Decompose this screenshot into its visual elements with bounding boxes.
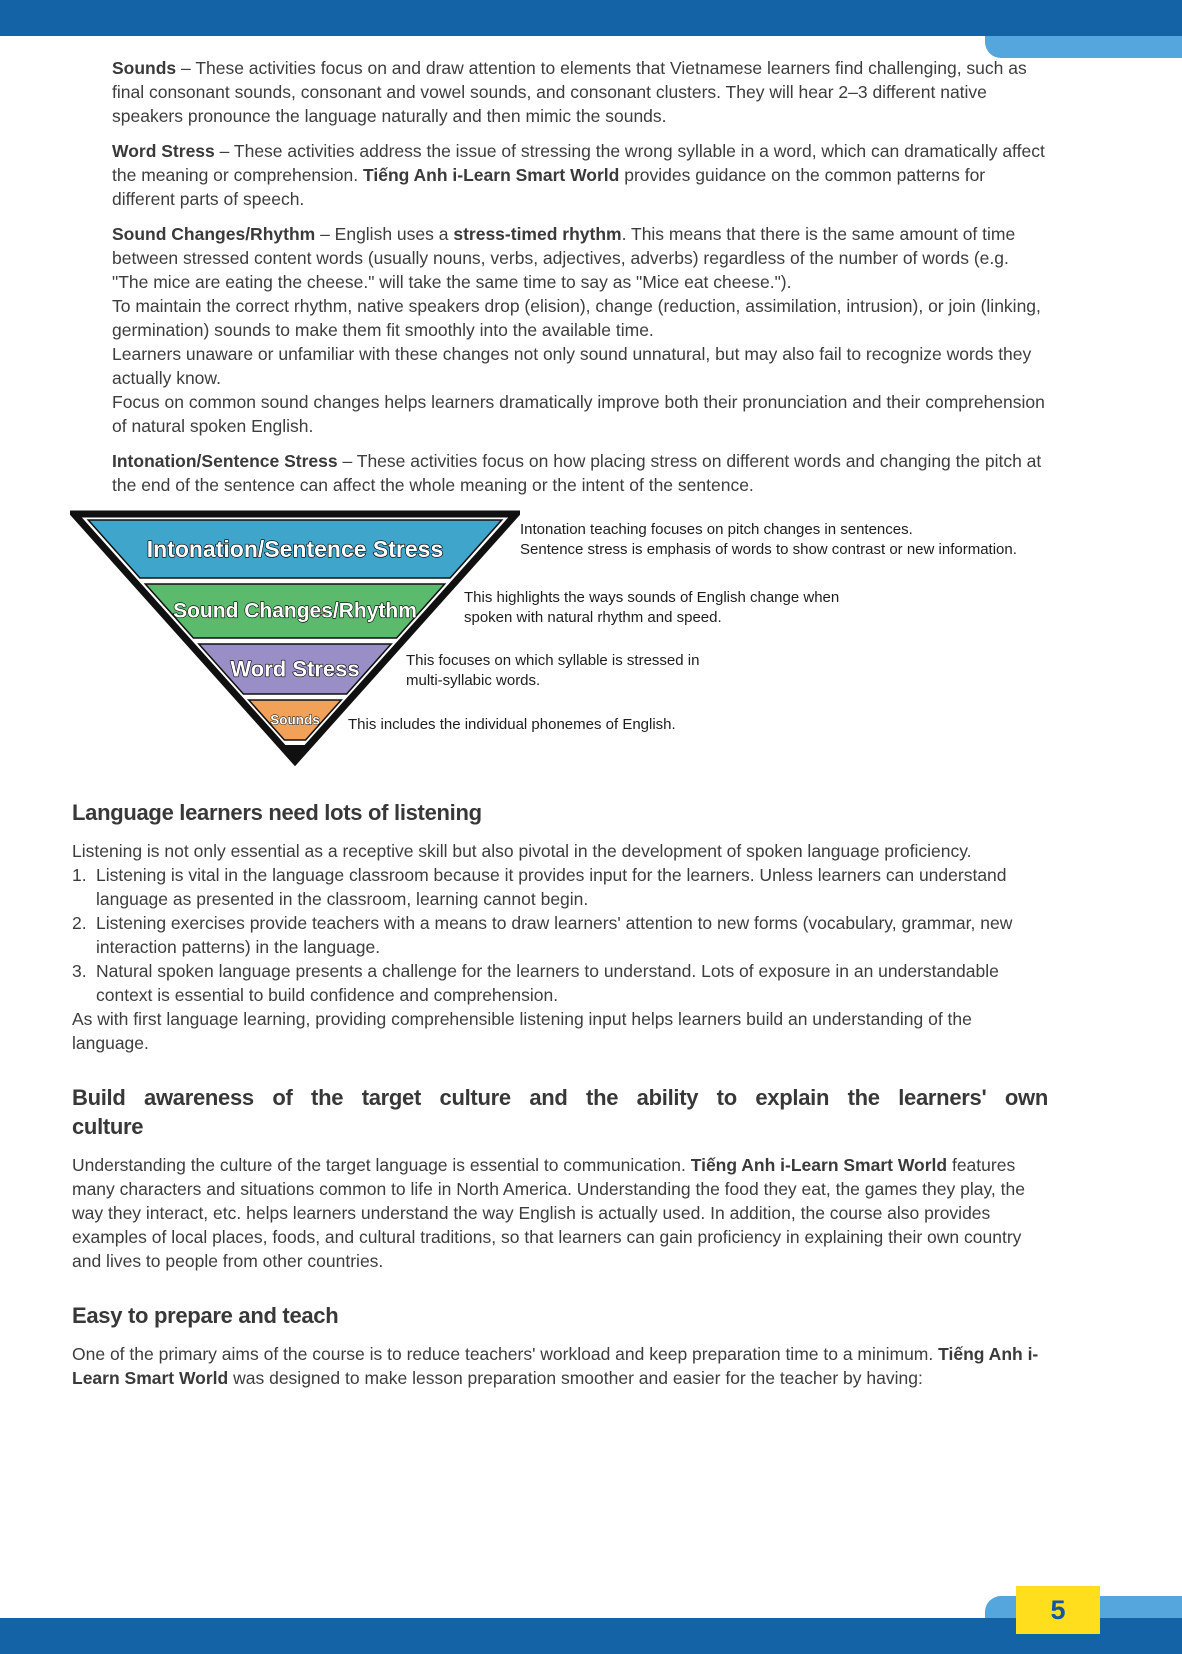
listening-outro: As with first language learning, providing comprehensible listening input helps learners build an understanding of the language. (72, 1009, 972, 1054)
heading-culture (72, 1083, 1048, 1141)
intonation-lead: Intonation/Sentence Stress (112, 451, 338, 471)
note-line: multi-syllabic words. (406, 672, 541, 689)
brand-name: Tiếng Anh i-Learn Smart World (362, 165, 620, 185)
note-line: Intonation teaching focuses on pitch changes in sentences. (520, 521, 913, 538)
list-item-text: Natural spoken language presents a challenge for the learners to understand. Lots of exposure in an understandable context is essential to build confidence and comprehension. (96, 961, 999, 1006)
pyramid-note-sounds (348, 715, 676, 735)
word-stress-body-1: – These activities address the issue of stressing the wrong syllable in a word, which can dramatically affect the meaning or comprehension. (112, 141, 1045, 185)
list-item-text: Listening exercises provide teachers with a means to draw learners' attention to new forms (vocabulary, grammar, new interaction patterns) in the language. (96, 913, 1013, 958)
sound-changes-body-2: . This means that there is the same amount of time between stressed content words (usually nouns, verbs, adjectives, adverbs) regardless of the number of words (e.g. "The mice are eating the cheese." will take the same time to say as "Mice eat cheese."). (112, 224, 1016, 292)
paragraph-sound-changes (112, 222, 1048, 438)
list-item-number: 3. (72, 961, 87, 982)
pyramid-note-word-stress (406, 651, 699, 691)
prepare-body-2: was designed to make lesson preparation smoother and easier for the teacher by having: (228, 1368, 923, 1389)
sounds-lead: Sounds (112, 58, 177, 78)
page-number: 5 (1050, 1594, 1066, 1625)
paragraph-word-stress (112, 139, 1048, 211)
culture-paragraph (72, 1153, 1048, 1273)
list-item (72, 959, 1048, 1007)
prepare-body-1: One of the primary aims of the course is to reduce teachers' workload and keep preparation time to a minimum. (72, 1344, 939, 1365)
culture-body-1: Understanding the culture of the target language is essential to communication. (72, 1155, 691, 1176)
listening-intro: Listening is not only essential as a receptive skill but also pivotal in the development of spoken language proficiency. (72, 841, 972, 862)
paragraph-intonation (112, 449, 1048, 497)
stress-timed-term: stress-timed rhythm (453, 224, 622, 244)
pyramid-label-sounds: Sounds (270, 712, 320, 728)
pyramid-label-word-stress: Word Stress (230, 656, 360, 682)
note-line: Sentence stress is emphasis of words to show contrast or new information. (520, 541, 1017, 558)
pyramid-note-sound-changes (464, 588, 839, 628)
list-item (72, 911, 1048, 959)
list-item-number: 1. (72, 865, 87, 886)
sound-changes-main (112, 222, 1048, 294)
note-line: This highlights the ways sounds of English change when (464, 589, 840, 606)
pyramid-label-sound-changes: Sound Changes/Rhythm (173, 599, 417, 623)
footer-bar (0, 1618, 1182, 1654)
heading-prepare: Easy to prepare and teach (72, 1303, 339, 1329)
sound-changes-para-4: Focus on common sound changes helps learners dramatically improve both their pronunciation and their comprehension of natural spoken English. (112, 392, 1045, 436)
list-item-text: Listening is vital in the language classroom because it provides input for the learners. Unless learners can understand language as presented in the classroom, learning cannot begin. (96, 865, 1007, 910)
culture-body-2: features many characters and situations common to life in North America. Understanding the food they eat, the games they play, the way they interact, etc. helps learners understand the way English is actually used. In addition, the course also provides examples of local places, foods, and cultural traditions, so that learners can gain proficiency in explaining their own country and lives to people from other countries. (72, 1155, 1025, 1272)
note-line: spoken with natural rhythm and speed. (464, 609, 722, 626)
paragraph-sounds (112, 56, 1048, 128)
heading-culture-line-2: culture (72, 1114, 144, 1140)
word-stress-body-2: provides guidance on the common patterns for different parts of speech. (112, 165, 986, 209)
list-item (72, 863, 1048, 911)
intonation-body: – These activities focus on how placing stress on different words and changing the pitch at the end of the sentence can affect the whole meaning or the intent of the sentence. (112, 451, 1042, 495)
sounds-body: – These activities focus on and draw attention to elements that Vietnamese learners find challenging, such as final consonant sounds, consonant and vowel sounds, and consonant clusters. They will hear 2–3 different native speakers pronounce the language naturally and then mimic the sounds. (112, 58, 1027, 126)
sound-changes-lead: Sound Changes/Rhythm (112, 224, 316, 244)
heading-listening: Language learners need lots of listening (72, 800, 482, 825)
brand-name: Tiếng Anh i-Learn Smart World (690, 1155, 948, 1176)
note-line: This includes the individual phonemes of English. (348, 716, 676, 733)
note-line: This focuses on which syllable is stressed in (406, 652, 700, 669)
sound-changes-para-3: Learners unaware or unfamiliar with these changes not only sound unnatural, but may also fail to recognize words they actually know. (112, 344, 1032, 388)
list-item-number: 2. (72, 913, 87, 934)
pronunciation-paragraphs (112, 56, 1048, 497)
brand-name: Tiếng Anh i-Learn Smart World (72, 1344, 1039, 1389)
word-stress-lead: Word Stress (112, 141, 215, 161)
prepare-paragraph (72, 1342, 1048, 1390)
listening-list (72, 863, 1048, 1007)
heading-culture-line-1: Build awareness of the target culture and the ability to explain the learners' own (72, 1085, 1048, 1111)
page-number-badge (1016, 1586, 1100, 1634)
sound-changes-para-2: To maintain the correct rhythm, native speakers drop (elision), change (reduction, assimilation, intrusion), or join (linking, germination) sounds to make them fit smoothly into the available time. (112, 296, 1041, 340)
sound-changes-body-1: – English uses a (315, 224, 454, 244)
pyramid-label-intonation: Intonation/Sentence Stress (146, 536, 444, 562)
pyramid-note-intonation (520, 520, 1017, 560)
pronunciation-pyramid-diagram (72, 510, 1048, 772)
